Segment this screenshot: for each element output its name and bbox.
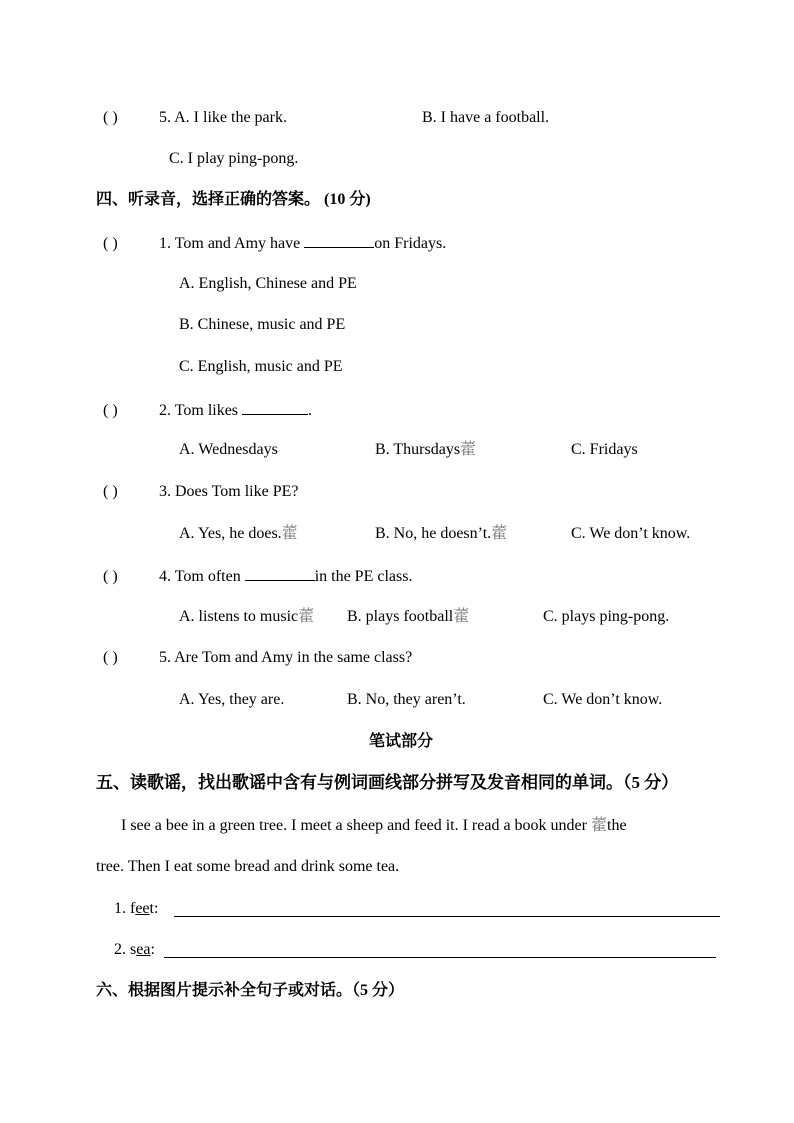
stray-glyph: 藿	[460, 441, 477, 458]
option-a: A. I like the park.	[174, 109, 287, 126]
answer-line-1[interactable]	[174, 915, 720, 917]
stem-text: 1. Tom and Amy have	[159, 235, 305, 252]
option-b: B. I have a football.	[422, 109, 550, 126]
answer-blank	[242, 399, 308, 415]
stray-glyph: 藿	[491, 525, 508, 542]
answer-blank	[304, 232, 374, 248]
written-section-heading: 笔试部分	[369, 733, 434, 750]
word-part: f	[130, 900, 136, 917]
s4-q3-option-b	[375, 524, 507, 544]
s4-q5-stem	[103, 648, 412, 668]
s4-q2-stem	[103, 399, 312, 421]
item-number: 2.	[114, 941, 130, 958]
stem-text: in the PE class.	[314, 568, 413, 585]
option-text: B. No, he doesn’t.	[375, 525, 492, 542]
section4-title	[96, 190, 371, 210]
passage-line-1	[121, 816, 627, 836]
stray-glyph: 藿	[281, 525, 298, 542]
s5-item-2	[114, 940, 155, 960]
option-c: C. I play ping-pong.	[169, 150, 299, 167]
section4-title-text: 四、听录音，选择正确的答案。	[96, 191, 321, 208]
stem-text: on Fridays.	[374, 235, 447, 252]
answer-paren: ( )	[103, 649, 118, 666]
section5-title: 五、读歌谣，找出歌谣中含有与例词画线部分拼写及发音相同的单词。（5 分）	[96, 773, 679, 792]
passage-text: the	[607, 817, 627, 834]
s5-item-1	[114, 899, 158, 919]
underlined-letters: ea	[136, 941, 151, 958]
s4-q1-stem	[103, 232, 446, 254]
stray-glyph: 藿	[453, 608, 470, 625]
stem-text: 3. Does Tom like PE?	[159, 483, 299, 500]
item-number: 1.	[114, 900, 130, 917]
stem-text: 2. Tom likes	[159, 402, 243, 419]
s4-q4-option-a	[179, 607, 314, 627]
s4-q2-option-a: A. Wednesdays	[179, 441, 278, 458]
prev-q5	[103, 108, 287, 128]
s4-q2-option-c: C. Fridays	[571, 441, 638, 458]
answer-paren: ( )	[103, 235, 118, 252]
s4-q3-option-a	[179, 524, 298, 544]
underlined-letters: ee	[135, 900, 150, 917]
passage-line-2: tree. Then I eat some bread and drink some tea.	[96, 858, 400, 875]
answer-paren: ( )	[103, 483, 118, 500]
s4-q5-option-a: A. Yes, they are.	[179, 691, 285, 708]
stem-text: .	[308, 402, 313, 419]
answer-paren: ( )	[103, 402, 118, 419]
s4-q5-option-c: C. We don’t know.	[543, 691, 663, 708]
s4-q2-option-b	[375, 440, 476, 460]
stem-text: 5. Are Tom and Amy in the same class?	[159, 649, 413, 666]
passage-text: I see a bee in a green tree. I meet a sheep and feed it. I read a book under	[121, 817, 591, 834]
s4-q1-option-a: A. English, Chinese and PE	[179, 275, 357, 292]
option-text: A. listens to music	[179, 608, 299, 625]
option-text: B. Thursdays	[375, 441, 461, 458]
answer-paren: ( )	[103, 109, 118, 126]
option-text: A. Yes, he does.	[179, 525, 282, 542]
s4-q5-option-b: B. No, they aren’t.	[347, 691, 466, 708]
stray-glyph: 藿	[590, 817, 607, 834]
stem-text: 4. Tom often	[159, 568, 245, 585]
answer-paren: ( )	[103, 568, 118, 585]
s4-q3-stem	[103, 482, 298, 502]
s4-q4-option-c: C. plays ping-pong.	[543, 608, 670, 625]
answer-line-2[interactable]	[164, 956, 716, 958]
section6-title: 六、根据图片提示补全句子或对话。（5 分）	[96, 982, 405, 999]
s4-q1-option-c: C. English, music and PE	[179, 358, 343, 375]
section4-score: (10 分)	[324, 191, 371, 208]
word-part: :	[150, 941, 155, 958]
answer-blank	[245, 565, 315, 581]
word-part: s	[130, 941, 137, 958]
s4-q4-stem	[103, 565, 412, 587]
s4-q1-option-b: B. Chinese, music and PE	[179, 316, 346, 333]
question-number: 5.	[159, 109, 171, 126]
stray-glyph: 藿	[298, 608, 315, 625]
option-text: B. plays football	[347, 608, 454, 625]
s4-q3-option-c: C. We don’t know.	[571, 525, 691, 542]
s4-q4-option-b	[347, 607, 469, 627]
word-part: t:	[149, 900, 159, 917]
